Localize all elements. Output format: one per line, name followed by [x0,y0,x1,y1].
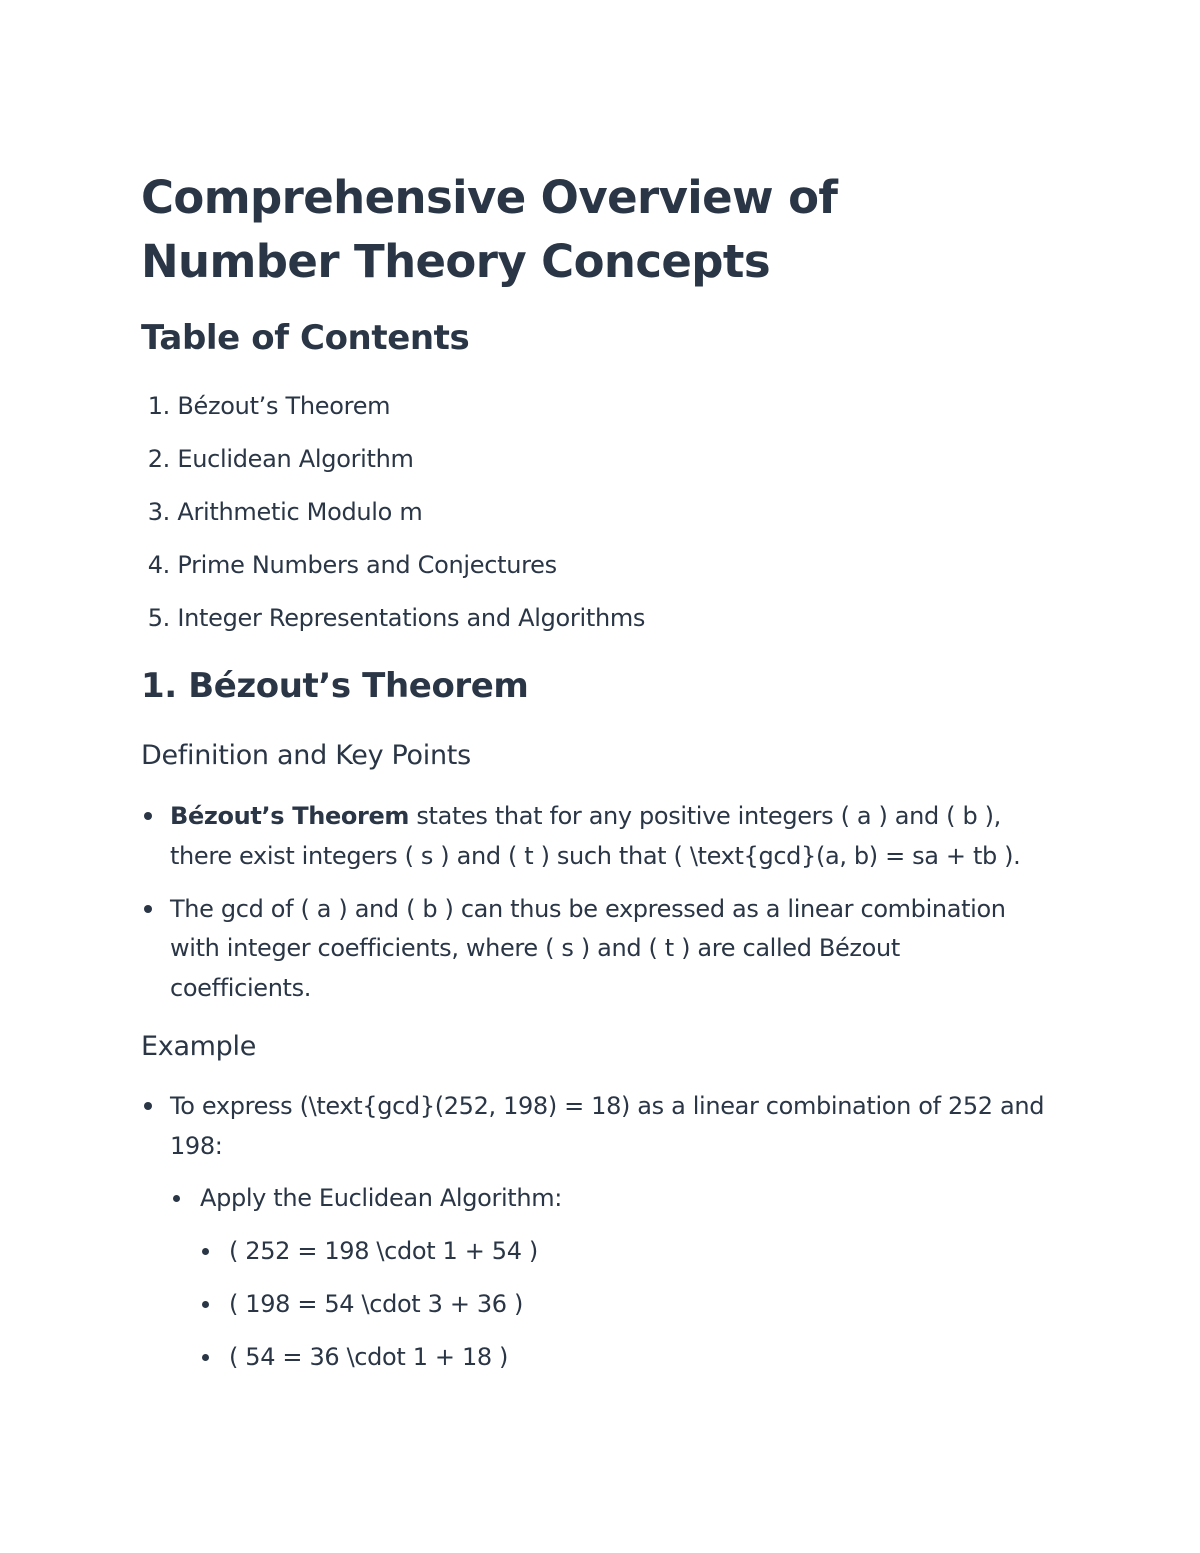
subheading-example: Example [141,1031,257,1062]
definition-bullet-2-line-2: with integer coefficients, where ( s ) and ( t ) are called Bézout [170,934,900,962]
section-heading-bezout: 1. Bézout’s Theorem [141,666,529,706]
toc-item-label: Integer Representations and Algorithms [177,604,646,632]
toc-item-3[interactable] [141,497,422,527]
bullet-dot [173,1195,180,1202]
toc-item-number: 4. [147,551,170,579]
toc-item-number: 2. [147,445,170,473]
bullet-dot [202,1301,209,1308]
toc-item-label: Bézout’s Theorem [177,392,391,420]
toc-item-number: 5. [147,604,170,632]
euclid-step-2: ( 198 = 54 \cdot 3 + 36 ) [229,1290,523,1318]
toc-item-number: 3. [147,498,170,526]
toc-item-label: Arithmetic Modulo m [177,498,423,526]
euclid-step-1: ( 252 = 198 \cdot 1 + 54 ) [229,1237,538,1265]
example-bullet-line-2: 198: [170,1132,223,1160]
bold-term: Bézout’s Theorem [170,802,410,830]
document-title: Comprehensive Overview of Number Theory Concepts [141,171,838,288]
toc-item-1[interactable] [141,391,390,421]
toc-item-label: Prime Numbers and Conjectures [177,551,557,579]
toc-item-label: Euclidean Algorithm [177,445,414,473]
example-sub-bullet: Apply the Euclidean Algorithm: [200,1184,562,1212]
bullet-dot [144,812,152,820]
text-span: states that for any positive integers ( a ) and ( b ), [409,802,1001,830]
definition-bullet-2-line-3: coefficients. [170,974,312,1002]
toc-item-4[interactable] [141,550,557,580]
toc-item-number: 1. [147,392,170,420]
bullet-dot [144,1102,152,1110]
definition-bullet-2-line-1: The gcd of ( a ) and ( b ) can thus be expressed as a linear combination [170,895,1006,923]
bullet-dot [202,1354,209,1361]
toc-item-5[interactable] [141,603,645,633]
toc-heading: Table of Contents [141,318,470,358]
euclid-step-3: ( 54 = 36 \cdot 1 + 18 ) [229,1343,509,1371]
definition-bullet-1-line-1 [170,796,1001,836]
bullet-dot [144,905,152,913]
subheading-definition: Definition and Key Points [141,740,471,771]
definition-bullet-1-line-2: there exist integers ( s ) and ( t ) such that ( \text{gcd}(a, b) = sa + tb ). [170,842,1021,870]
example-bullet-line-1: To express (\text{gcd}(252, 198) = 18) as a linear combination of 252 and [170,1092,1045,1120]
toc-item-2[interactable] [141,444,414,474]
bullet-dot [202,1248,209,1255]
